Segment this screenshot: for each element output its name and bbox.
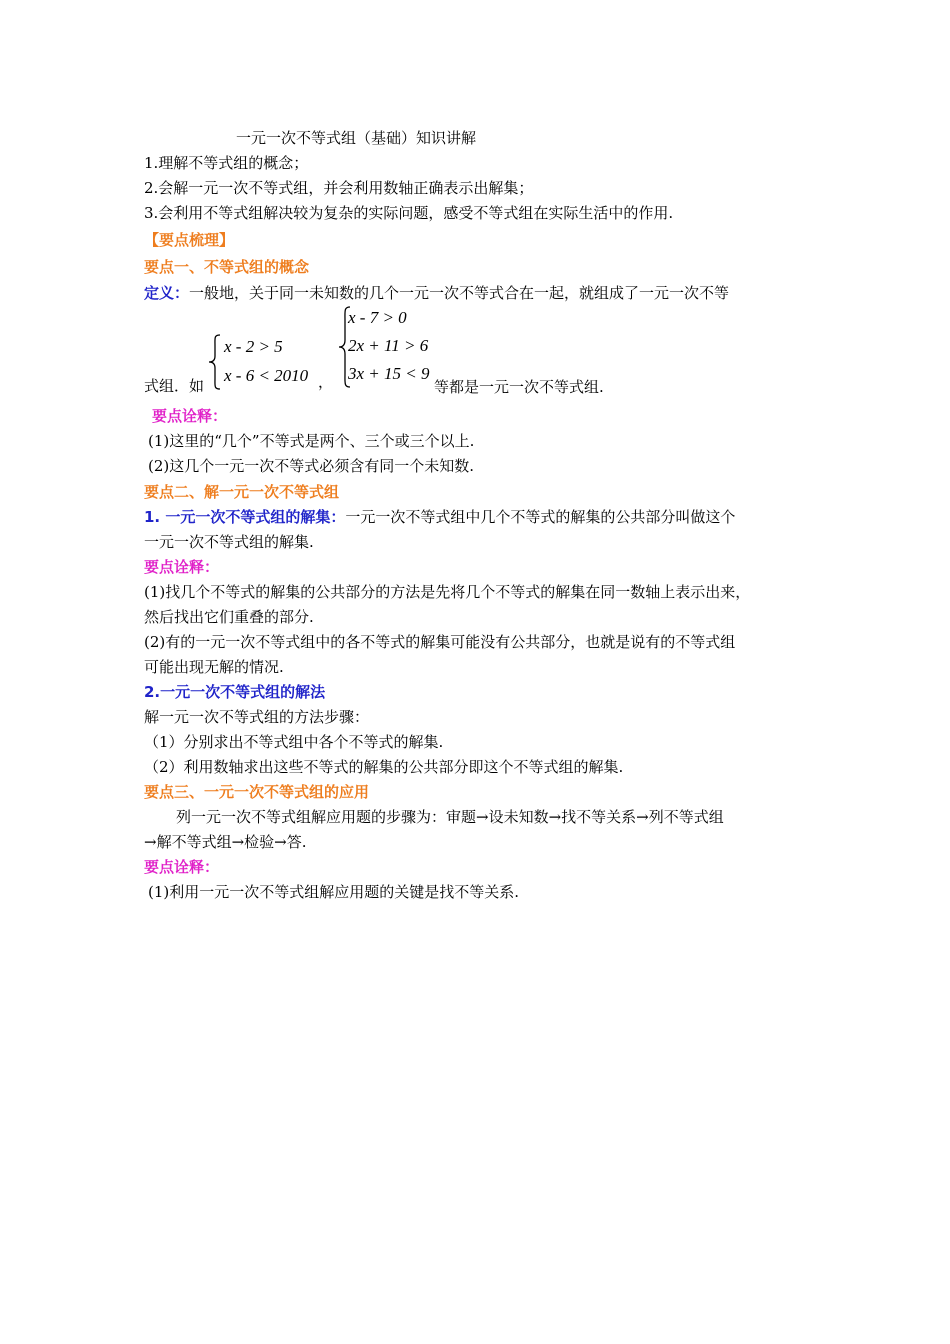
point2-heading: 要点二、解一元一次不等式组 xyxy=(144,483,340,501)
point1-heading: 要点一、不等式组的概念 xyxy=(144,258,310,276)
point2-step-1: （1）分别求出不等式组中各个不等式的解集. xyxy=(144,733,444,751)
system2-line-3: 3x + 15 < 9 xyxy=(348,364,430,383)
left-brace xyxy=(208,334,222,390)
point2-steps-intro: 解一元一次不等式组的方法步骤： xyxy=(144,708,370,726)
point2-sub1-line xyxy=(144,507,735,527)
objective-3: 3.会利用不等式组解决较为复杂的实际问题，感受不等式组在实际生活中的作用. xyxy=(144,204,674,222)
definition-line xyxy=(144,283,729,303)
section-header: 【要点梳理】 xyxy=(144,231,235,249)
point3-text-1: 列一元一次不等式组解应用题的步骤为：审题→设未知数→找不等关系→列不等式组 xyxy=(176,808,724,826)
point3-heading: 要点三、一元一次不等式组的应用 xyxy=(144,783,370,801)
point2-note-2b: 可能出现无解的情况. xyxy=(144,658,284,676)
inequality-system-1 xyxy=(208,332,323,392)
point2-note-2: (2)有的一元一次不等式组中的各不等式的解集可能没有公共部分，也就是说有的不等式组 xyxy=(144,633,736,651)
point2-step-2: （2）利用数轴求出这些不等式的解集的公共部分即这个不等式组的解集. xyxy=(144,758,624,776)
objective-2: 2.会解一元一次不等式组，并会利用数轴正确表示出解集； xyxy=(144,179,534,197)
system2-line-1: x - 7 > 0 xyxy=(348,308,407,327)
point2-note-label: 要点诠释： xyxy=(144,558,220,576)
system1-line-2: x - 6 < 2010 xyxy=(224,366,309,385)
point1-note-label: 要点诠释： xyxy=(152,407,228,425)
point3-note-label: 要点诠释： xyxy=(144,858,220,876)
definition-line-2-post: 等都是一元一次不等式组. xyxy=(434,378,604,396)
point1-note-2: (2)这几个一元一次不等式必须含有同一个未知数. xyxy=(148,457,475,475)
objective-1: 1.理解不等式组的概念； xyxy=(144,154,309,172)
inequality-system-2 xyxy=(338,304,438,390)
point3-note-1: (1)利用一元一次不等式组解应用题的关键是找不等关系. xyxy=(148,883,520,901)
point3-text-2: →解不等式组→检验→答. xyxy=(144,833,307,851)
point2-sub2-label: 2.一元一次不等式组的解法 xyxy=(144,683,326,701)
system1-line-1: x - 2 > 5 xyxy=(224,337,283,356)
system2-line-2: 2x + 11 > 6 xyxy=(348,336,429,355)
point2-sub1-text: 一元一次不等式组中几个不等式的解集的公共部分叫做这个 xyxy=(345,508,736,526)
definition-separator: ， xyxy=(318,373,334,391)
definition-text: 一般地，关于同一未知数的几个一元一次不等式合在一起，就组成了一元一次不等 xyxy=(189,284,730,302)
point1-note-1: (1)这里的“几个”不等式是两个、三个或三个以上. xyxy=(148,432,475,450)
page-title: 一元一次不等式组（基础）知识讲解 xyxy=(236,129,477,147)
point2-sub1-line-2: 一元一次不等式组的解集. xyxy=(144,533,314,551)
point2-sub1-label: 1. 一元一次不等式组的解集： xyxy=(144,508,346,526)
definition-line-2-pre: 式组．如 xyxy=(144,377,205,395)
point2-note-1: (1)找几个不等式的解集的公共部分的方法是先将几个不等式的解集在同一数轴上表示出来， xyxy=(144,583,751,601)
point2-note-1b: 然后找出它们重叠的部分. xyxy=(144,608,314,626)
definition-label: 定义： xyxy=(144,284,190,302)
